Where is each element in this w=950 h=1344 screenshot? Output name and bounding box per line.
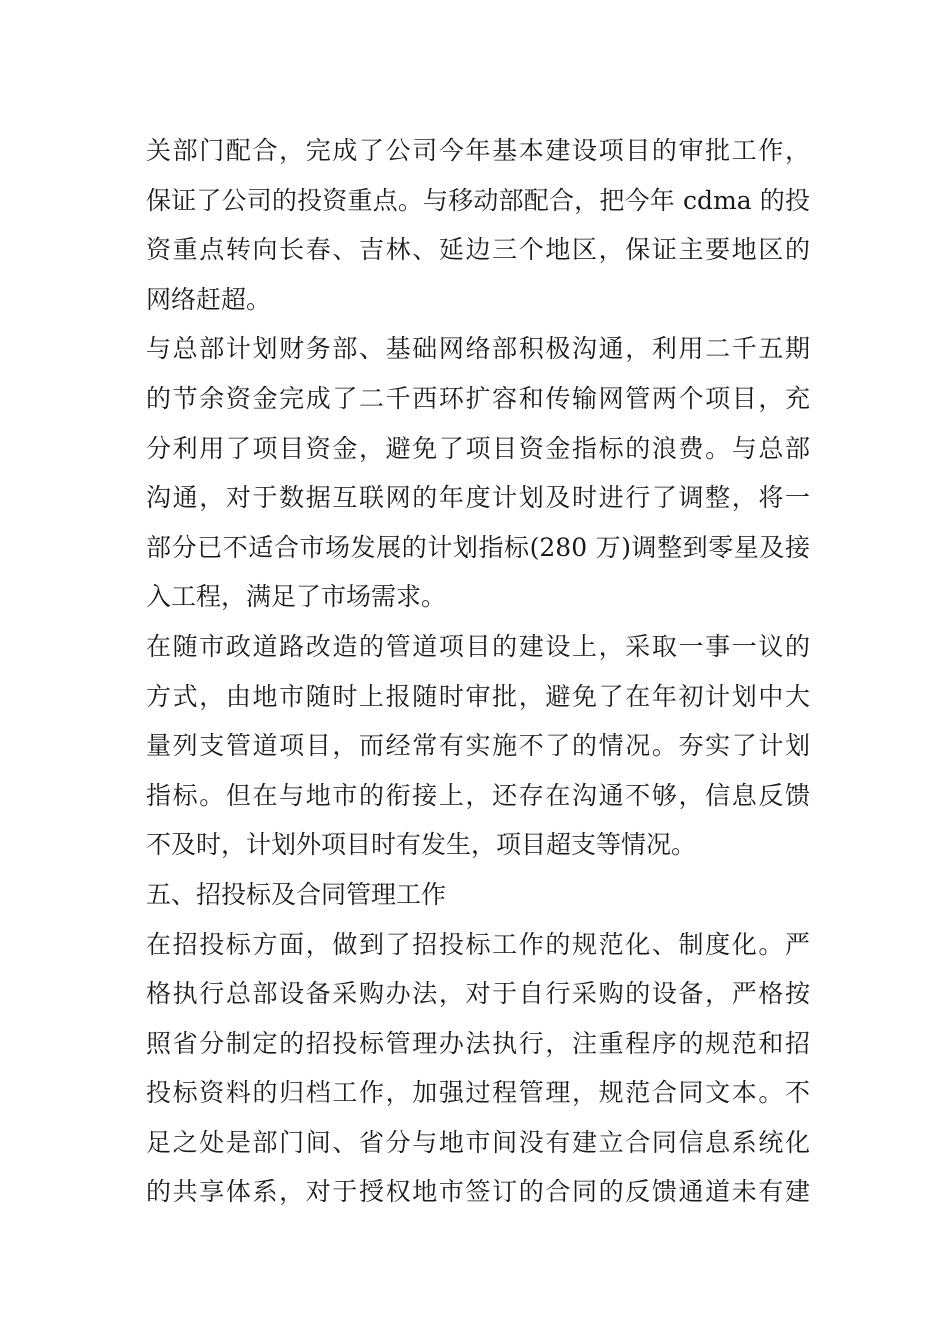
text-line: 量列支管道项目，而经常有实施不了的情况。夯实了计划 xyxy=(146,731,810,761)
text-line: 的共享体系，对于授权地市签订的合同的反馈通道未有建 xyxy=(146,1177,810,1207)
text-line: 不及时，计划外项目时有发生，项目超支等情况。 xyxy=(146,830,697,860)
text-line: 分利用了项目资金，避免了项目资金指标的浪费。与总部 xyxy=(146,433,810,463)
text-line: 保证了公司的投资重点。与移动部配合，把今年 cdma 的投 xyxy=(146,185,810,215)
text-line: 网络赶超。 xyxy=(146,284,272,314)
text-line: 与总部计划财务部、基础网络部积极沟通，利用二千五期 xyxy=(146,334,810,364)
text-line: 部分已不适合市场发展的计划指标(280 万)调整到零星及接 xyxy=(146,532,810,562)
text-line: 沟通，对于数据互联网的年度计划及时进行了调整，将一 xyxy=(146,483,810,513)
text-line: 足之处是部门间、省分与地市间没有建立合同信息系统化 xyxy=(146,1127,810,1157)
text-line: 方式，由地市随时上报随时审批，避免了在年初计划中大 xyxy=(146,681,810,711)
text-line: 指标。但在与地市的衔接上，还存在沟通不够，信息反馈 xyxy=(146,780,810,810)
text-line: 的节余资金完成了二千西环扩容和传输网管两个项目，充 xyxy=(146,383,810,413)
text-line: 投标资料的归档工作，加强过程管理，规范合同文本。不 xyxy=(146,1078,810,1108)
text-line: 格执行总部设备采购办法，对于自行采购的设备，严格按 xyxy=(146,979,810,1009)
text-line: 在随市政道路改造的管道项目的建设上，采取一事一议的 xyxy=(146,631,810,661)
document-body xyxy=(146,126,810,1217)
text-line: 关部门配合，完成了公司今年基本建设项目的审批工作， xyxy=(146,136,810,165)
section-heading: 五、招投标及合同管理工作 xyxy=(146,879,447,909)
text-line: 在招投标方面，做到了招投标工作的规范化、制度化。严 xyxy=(146,929,810,959)
text-line: 入工程，满足了市场需求。 xyxy=(146,582,447,612)
text-line: 照省分制定的招投标管理办法执行，注重程序的规范和招 xyxy=(146,1028,810,1058)
text-line: 资重点转向长春、吉林、延边三个地区，保证主要地区的 xyxy=(146,235,810,265)
